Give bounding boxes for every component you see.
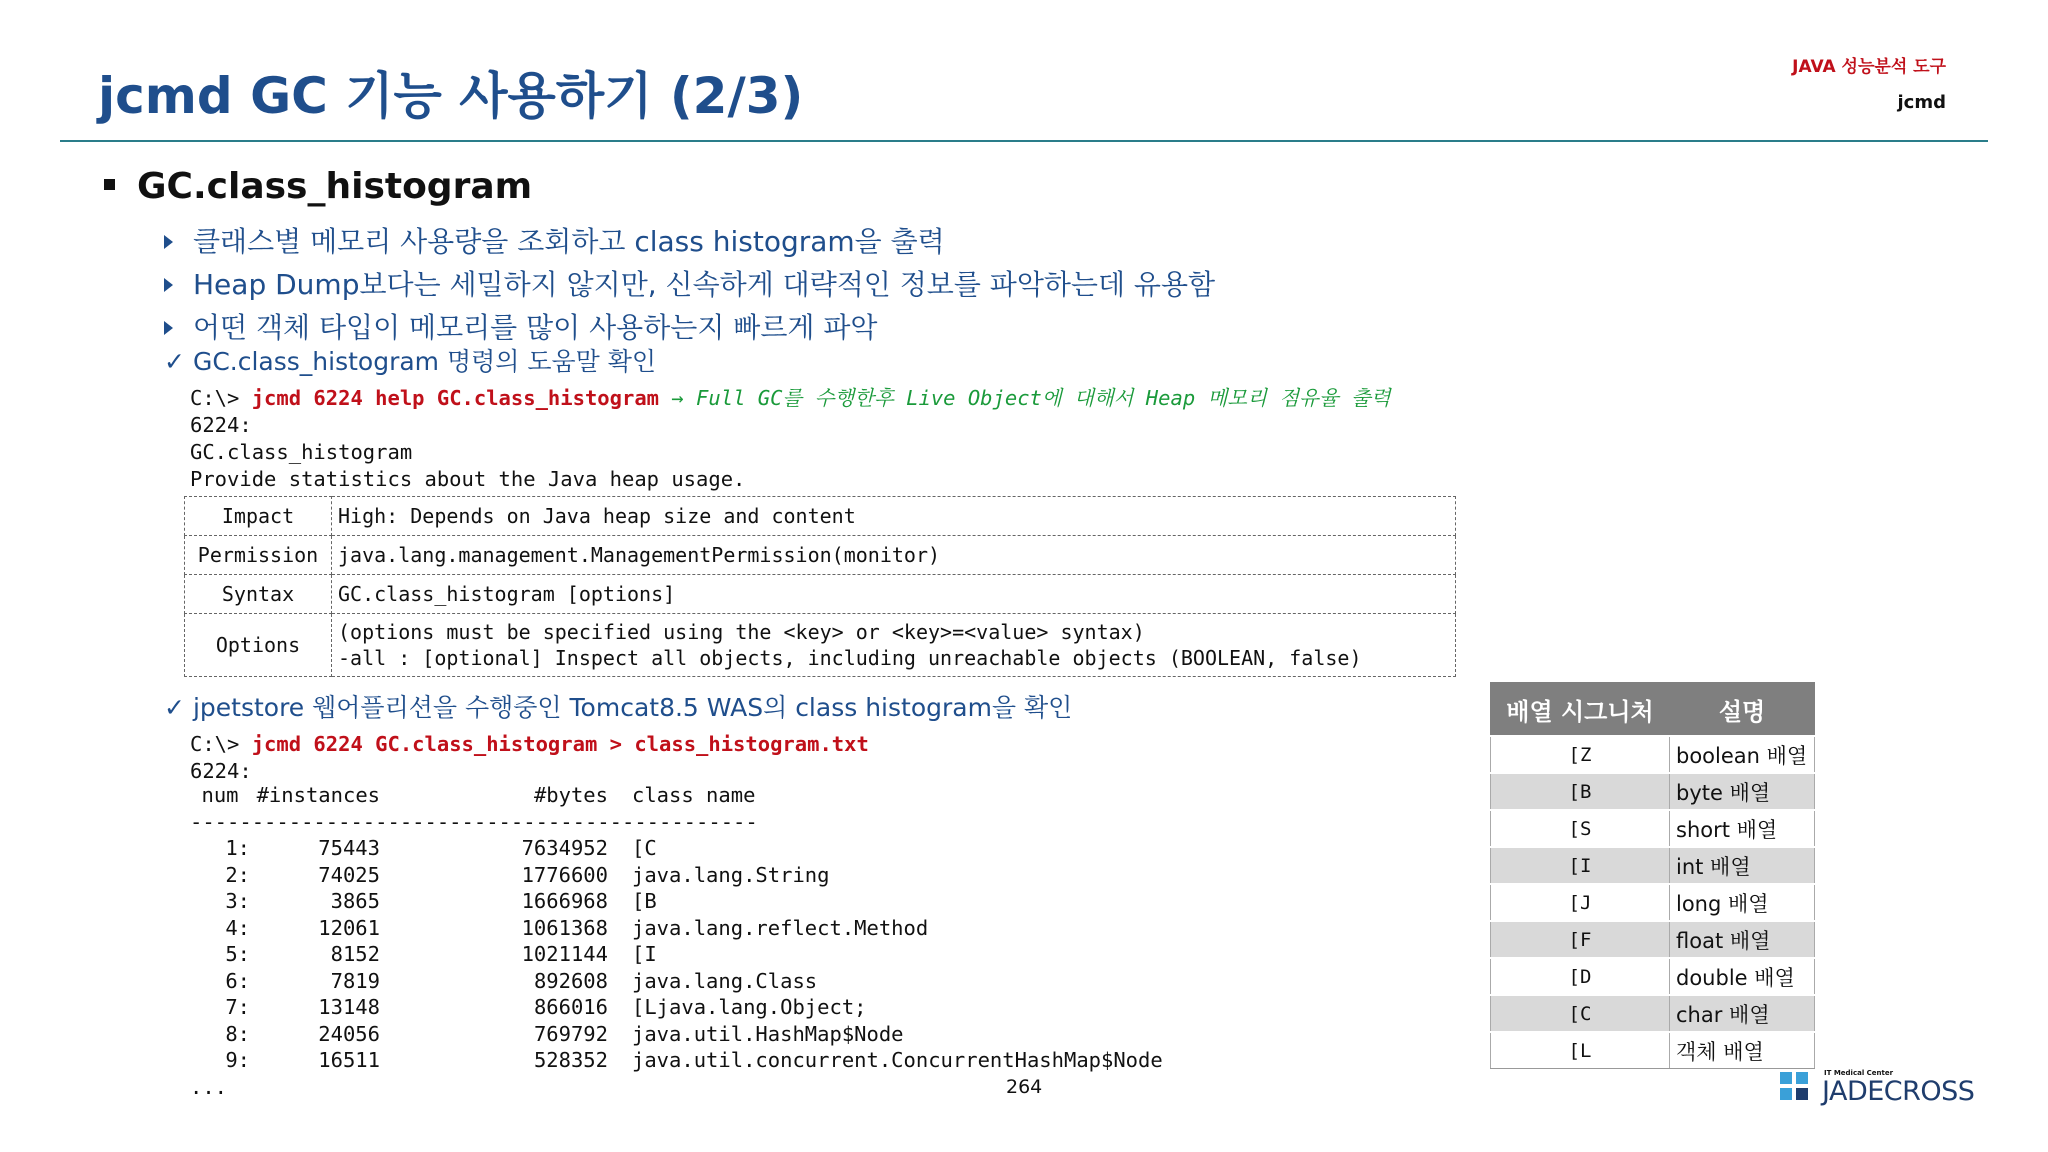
logo-square: [1796, 1088, 1808, 1100]
section-label: jcmd: [1897, 92, 1946, 113]
signature-description: int 배열: [1670, 847, 1815, 884]
option-line: (options must be specified using the <key> or <key>=<value> syntax): [338, 620, 1145, 644]
col-instances: #instances: [256, 783, 380, 807]
logo-square: [1780, 1088, 1792, 1100]
prompt: C:\>: [190, 732, 252, 756]
checkmark-icon: ✓: [164, 693, 185, 722]
table-value: [332, 614, 1456, 677]
row-bytes: 1666968: [521, 889, 608, 913]
table-key: Options: [185, 614, 332, 677]
row-class-name: java.lang.Class: [632, 968, 818, 993]
row-bytes: 7634952: [521, 836, 608, 860]
triangle-bullet-icon: [164, 321, 173, 335]
signature-code: [D: [1491, 958, 1670, 995]
signature-code: [J: [1491, 884, 1670, 921]
signature-row: [1491, 810, 1815, 847]
help-command-line: [190, 385, 1391, 411]
signature-description: double 배열: [1670, 958, 1815, 995]
histogram-row: [190, 1021, 1163, 1048]
histogram-header: [190, 782, 1163, 809]
row-class-name: java.lang.reflect.Method: [632, 915, 929, 940]
table-value: GC.class_histogram [options]: [332, 575, 1456, 614]
check-item: [164, 688, 1072, 724]
signature-code: [S: [1491, 810, 1670, 847]
logo-tagline: IT Medical Center: [1824, 1069, 1894, 1077]
histogram-output: [190, 782, 1163, 1100]
signature-description: boolean 배열: [1670, 736, 1815, 773]
row-instances: 7819: [330, 968, 380, 993]
signature-code: [F: [1491, 921, 1670, 958]
signature-description: 객체 배열: [1670, 1032, 1815, 1069]
signature-rows: [1491, 736, 1815, 1069]
table-key: Permission: [185, 536, 332, 575]
help-options-table: [184, 496, 1456, 677]
course-label: JAVA 성능분석 도구: [1792, 57, 1946, 77]
row-instances: 8152: [330, 942, 380, 966]
sub-bullet-text: 클래스별 메모리 사용량을 조회하고 class histogram을 출력: [193, 225, 945, 258]
row-num: 5:: [225, 942, 250, 966]
row-num: 2:: [225, 862, 250, 887]
option-line: -all : [optional] Inspect all objects, including unreachable objects (BOOLEAN, false): [338, 646, 1362, 670]
signature-description: long 배열: [1670, 884, 1815, 921]
histogram-row: [190, 862, 1163, 889]
logo-square: [1796, 1072, 1808, 1084]
row-bytes: 1061368: [521, 915, 608, 940]
slide-title: jcmd GC 기능 사용하기 (2/3): [98, 67, 804, 125]
table-header-row: [1491, 683, 1815, 737]
signature-description: short 배열: [1670, 810, 1815, 847]
row-class-name: [C: [632, 836, 657, 860]
row-instances: 24056: [318, 1021, 380, 1046]
sub-bullet: [164, 263, 1215, 303]
check-item-text: jpetstore 웹어플리션을 수행중인 Tomcat8.5 WAS의 class histogram을 확인: [192, 693, 1073, 722]
table-key: Syntax: [185, 575, 332, 614]
header-description: 설명: [1670, 683, 1815, 737]
pid-line: 6224:: [190, 759, 252, 783]
ellipsis: ...: [190, 1074, 228, 1099]
histogram-row: [190, 915, 1163, 942]
row-class-name: [Ljava.lang.Object;: [632, 995, 867, 1019]
histogram-row: [190, 941, 1163, 968]
triangle-bullet-icon: [164, 278, 173, 292]
signature-description: float 배열: [1670, 921, 1815, 958]
histogram-row: [190, 994, 1163, 1021]
main-bullet: [104, 166, 532, 207]
signature-description: byte 배열: [1670, 773, 1815, 810]
row-class-name: java.lang.String: [632, 862, 830, 887]
signature-code: [C: [1491, 995, 1670, 1032]
signature-row: [1491, 1032, 1815, 1069]
col-num: num: [201, 783, 239, 807]
triangle-bullet-icon: [164, 235, 173, 249]
sub-bullet-text: 어떤 객체 타입이 메모리를 많이 사용하는지 빠르게 파악: [193, 311, 878, 344]
help-note: → Full GC를 수행한후 Live Object에 대해서 Heap 메모리 점유율 출력: [659, 386, 1391, 410]
row-class-name: java.util.HashMap$Node: [632, 1021, 904, 1046]
table-row: [185, 614, 1456, 677]
signature-row: [1491, 921, 1815, 958]
table-row: [185, 497, 1456, 536]
row-instances: 12061: [318, 915, 380, 940]
row-class-name: [B: [632, 889, 657, 913]
output-line: 6224:: [190, 413, 252, 437]
row-class-name: [I: [632, 942, 657, 966]
row-num: 9:: [225, 1048, 250, 1072]
checkmark-icon: ✓: [164, 347, 185, 376]
row-instances: 3865: [330, 889, 380, 913]
row-num: 1:: [225, 836, 250, 860]
histogram-command-line: [190, 731, 869, 757]
row-bytes: 1776600: [521, 862, 608, 887]
signature-code: [Z: [1491, 736, 1670, 773]
sub-bullet: [164, 306, 877, 346]
table-row: [185, 575, 1456, 614]
signature-row: [1491, 847, 1815, 884]
main-bullet-text: GC.class_histogram: [137, 166, 533, 207]
row-instances: 16511: [318, 1048, 380, 1072]
page-number: 264: [1006, 1076, 1043, 1098]
table-value: java.lang.management.ManagementPermission(monitor): [332, 536, 1456, 575]
table-value: High: Depends on Java heap size and content: [332, 497, 1456, 536]
histogram-row: [190, 888, 1163, 915]
signature-row: [1491, 736, 1815, 773]
row-num: 3:: [225, 889, 250, 913]
row-num: 7:: [225, 995, 250, 1019]
histogram-command: jcmd 6224 GC.class_histogram > class_histogram.txt: [251, 732, 869, 756]
row-num: 8:: [225, 1021, 250, 1046]
histogram-row: [190, 835, 1163, 862]
help-command: jcmd 6224 help GC.class_histogram: [251, 386, 660, 410]
histogram-rows: [190, 835, 1163, 1074]
row-num: 6:: [225, 968, 250, 993]
table-row: [185, 536, 1456, 575]
row-instances: 13148: [318, 995, 380, 1019]
logo-wordmark: JADECROSS: [1822, 1076, 1975, 1107]
row-bytes: 769792: [533, 1021, 608, 1046]
table-key: Impact: [185, 497, 332, 536]
signature-code: [L: [1491, 1032, 1670, 1069]
prompt: C:\>: [190, 386, 252, 410]
col-class-name: class name: [632, 783, 756, 807]
array-signature-table: [1490, 682, 1815, 1069]
row-instances: 75443: [318, 836, 380, 860]
row-bytes: 866016: [533, 995, 608, 1019]
logo-square: [1780, 1072, 1792, 1084]
signature-code: [B: [1491, 773, 1670, 810]
sub-bullet: [164, 220, 945, 260]
signature-code: [I: [1491, 847, 1670, 884]
square-bullet-icon: [104, 179, 115, 190]
signature-row: [1491, 958, 1815, 995]
row-bytes: 892608: [533, 968, 608, 993]
check-item: [164, 342, 656, 378]
header-signature: 배열 시그니처: [1491, 683, 1670, 737]
header-divider: [60, 140, 1988, 142]
signature-description: char 배열: [1670, 995, 1815, 1032]
signature-row: [1491, 884, 1815, 921]
output-line: GC.class_histogram: [190, 440, 413, 464]
check-item-text: GC.class_histogram 명령의 도움말 확인: [192, 347, 657, 376]
row-instances: 74025: [318, 862, 380, 887]
row-bytes: 1021144: [521, 942, 608, 966]
row-class-name: java.util.concurrent.ConcurrentHashMap$Node: [632, 1048, 1163, 1072]
signature-row: [1491, 773, 1815, 810]
histogram-row: [190, 968, 1163, 995]
row-num: 4:: [225, 915, 250, 940]
signature-row: [1491, 995, 1815, 1032]
col-bytes: #bytes: [533, 783, 608, 807]
output-line: Provide statistics about the Java heap usage.: [190, 467, 746, 491]
row-bytes: 528352: [533, 1048, 608, 1072]
sub-bullet-text: Heap Dump보다는 세밀하지 않지만, 신속하게 대략적인 정보를 파악하는데 유용함: [193, 268, 1216, 301]
histogram-row: [190, 1047, 1163, 1074]
histogram-separator: ----------------------------------------------: [190, 809, 758, 834]
